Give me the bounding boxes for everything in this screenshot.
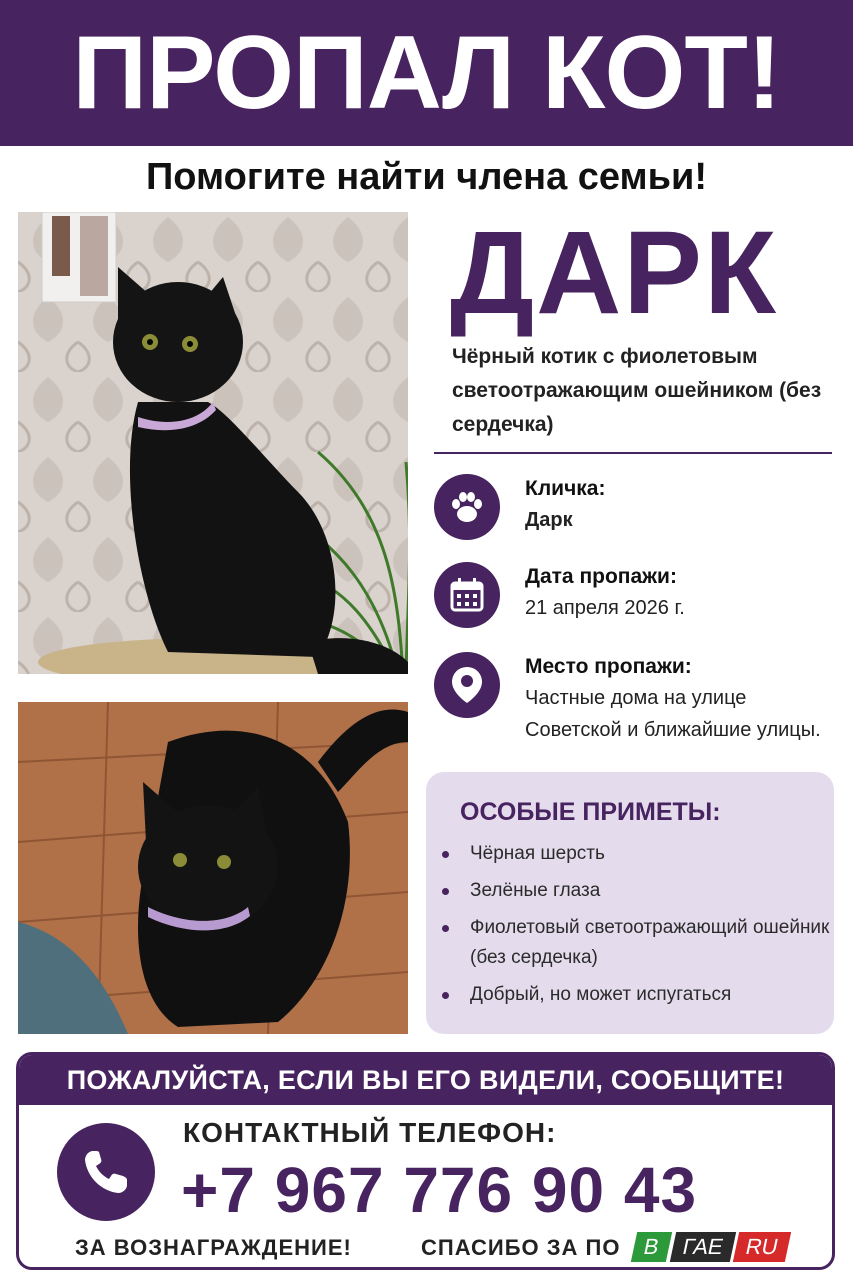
info-value: Дарк [525, 509, 573, 531]
watermark-part: RU [733, 1232, 791, 1262]
subtitle: Помогите найти члена семьи! [145, 156, 708, 198]
watermark-part: В [631, 1232, 672, 1262]
info-date [434, 562, 844, 628]
cat-name: ДАРК [450, 207, 779, 339]
features-title: ОСОБЫЕ ПРИМЕТЫ: [460, 798, 721, 826]
info-nickname [434, 474, 844, 540]
cat-description: Чёрный котик с фиолетовым светоотражающим ошейником (без сердечка) [452, 345, 822, 436]
info-label: Кличка: [525, 477, 606, 500]
cat-photo-sitting [18, 212, 408, 674]
list-item: Зелёные глаза [460, 876, 834, 906]
contact-label: КОНТАКТНЫЙ ТЕЛЕФОН: [183, 1117, 557, 1148]
info-value: Частные дома на улице Советской и ближайшие улицы. [525, 687, 821, 741]
reward-text: ЗА ВОЗНАГРАЖДЕНИЕ! [75, 1235, 352, 1260]
cat-photo-lying [18, 702, 408, 1034]
contact-header: ПОЖАЛУЙСТА, ЕСЛИ ВЫ ЕГО ВИДЕЛИ, СООБЩИТЕ! [19, 1055, 832, 1105]
divider [434, 452, 832, 454]
top-banner [0, 0, 853, 146]
phone-icon [57, 1123, 155, 1221]
calendar-icon [434, 562, 500, 628]
features-list [460, 839, 834, 1010]
info-location [434, 652, 844, 746]
special-features-panel [426, 772, 834, 1034]
info-label: Дата пропажи: [525, 565, 677, 588]
bullet-icon [442, 925, 449, 932]
banner-title: ПРОПАЛ КОТ! [72, 15, 781, 131]
watermark-part: ГАЕ [669, 1232, 735, 1262]
paw-icon [434, 474, 500, 540]
list-item: Добрый, но может испугаться [460, 980, 834, 1010]
info-value: 21 апреля 2026 г. [525, 597, 685, 619]
watermark-logo [634, 1232, 788, 1262]
phone-number[interactable]: +7 967 776 90 43 [181, 1154, 698, 1226]
thanks-text: СПАСИБО ЗА ПО [421, 1235, 621, 1260]
list-item: Фиолетовый светоотражающий ошейник (без сердечка) [460, 913, 834, 973]
list-item: Чёрная шерсть [460, 839, 834, 869]
bullet-icon [442, 851, 449, 858]
location-pin-icon [434, 652, 500, 718]
bullet-icon [442, 888, 449, 895]
info-label: Место пропажи: [525, 655, 692, 678]
bullet-icon [442, 992, 449, 999]
